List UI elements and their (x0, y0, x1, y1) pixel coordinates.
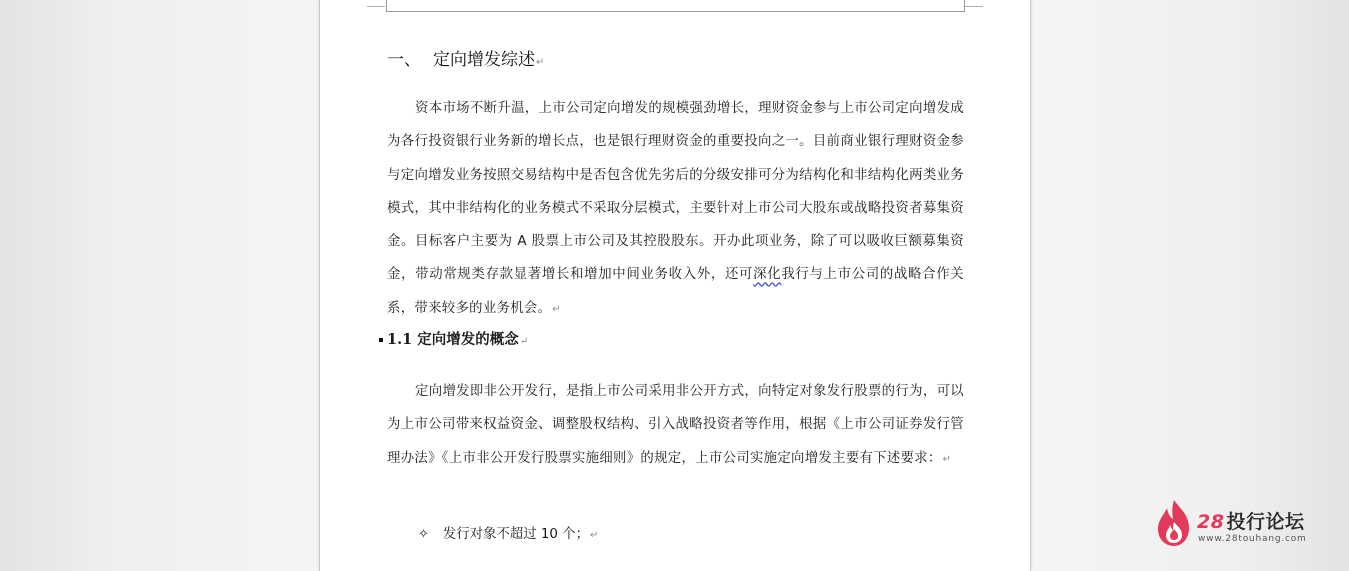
paragraph-1-text-end: 我行与上市公司的战略合作关系，带来较多的业务机会。 (387, 267, 964, 316)
heading-2-text: 1.1 定向增发的概念 (387, 331, 519, 348)
paragraph-mark: ↵ (519, 336, 529, 347)
crop-mark-right (965, 6, 983, 7)
paragraph-1-text: 资本市场不断升温，上市公司定向增发的规模强劲增长，理财资金参与上市公司定向增发成为各行投资银行业务新的增长点，也是银行理财资金的重要投向之一。目前商业银行理财资金参与定向增发业务按照交易结构中是否包含优先劣后的分级安排可分为结构化和非结构化两类业务模式，其中非结构化的业务模式不采取分层模式，主要针对上市公司大股东或战略投资者募集资金。目标客户主要为 A 股票上市公司及其控股股东。开办此项业务，除了可以吸收巨额募集资金，带动常规类存款显著增长和增加中间业务收入外，还可 (387, 101, 964, 283)
paragraph-2-text: 定向增发即非公开发行，是指上市公司采用非公开方式，向特定对象发行股票的行为，可以为上市公司带来权益资金、调整股权结构、引入战略投资者等作用，根据《上市公司证券发行管理办法》《上市非公开发行股票实施细则》的规定，上市公司实施定向增发主要有下述要求： (387, 384, 964, 466)
watermark-url: www.28touhang.com (1198, 534, 1307, 544)
heading-1-text: 定向增发综述 (433, 50, 535, 70)
watermark-title (1197, 507, 1304, 534)
diamond-bullet-icon: ✧ (418, 527, 429, 542)
heading-2[interactable] (387, 328, 964, 354)
paragraph-mark: ↵ (536, 57, 545, 68)
header-area[interactable] (386, 0, 965, 12)
paragraph-mark: ↵ (552, 303, 561, 315)
paragraph-2[interactable] (387, 375, 964, 476)
list-item[interactable] (418, 522, 598, 549)
watermark-logo (1155, 498, 1330, 548)
paragraph-mark: ↵ (942, 453, 952, 465)
heading-1-number: 一、 (387, 50, 421, 70)
grammar-flagged-word[interactable]: 深化 (753, 267, 782, 283)
document-page[interactable] (319, 0, 1031, 571)
paragraph-1[interactable] (387, 92, 964, 326)
heading-1[interactable] (387, 48, 964, 75)
watermark-number: 28 (1197, 511, 1225, 533)
crop-mark-left (367, 6, 385, 7)
heading-bullet-icon (379, 338, 383, 342)
list-item-text: 发行对象不超过 10 个； (442, 527, 589, 542)
paragraph-mark: ↵ (589, 530, 599, 541)
flame-icon (1155, 498, 1193, 548)
watermark-text: 投行论坛 (1226, 511, 1305, 533)
